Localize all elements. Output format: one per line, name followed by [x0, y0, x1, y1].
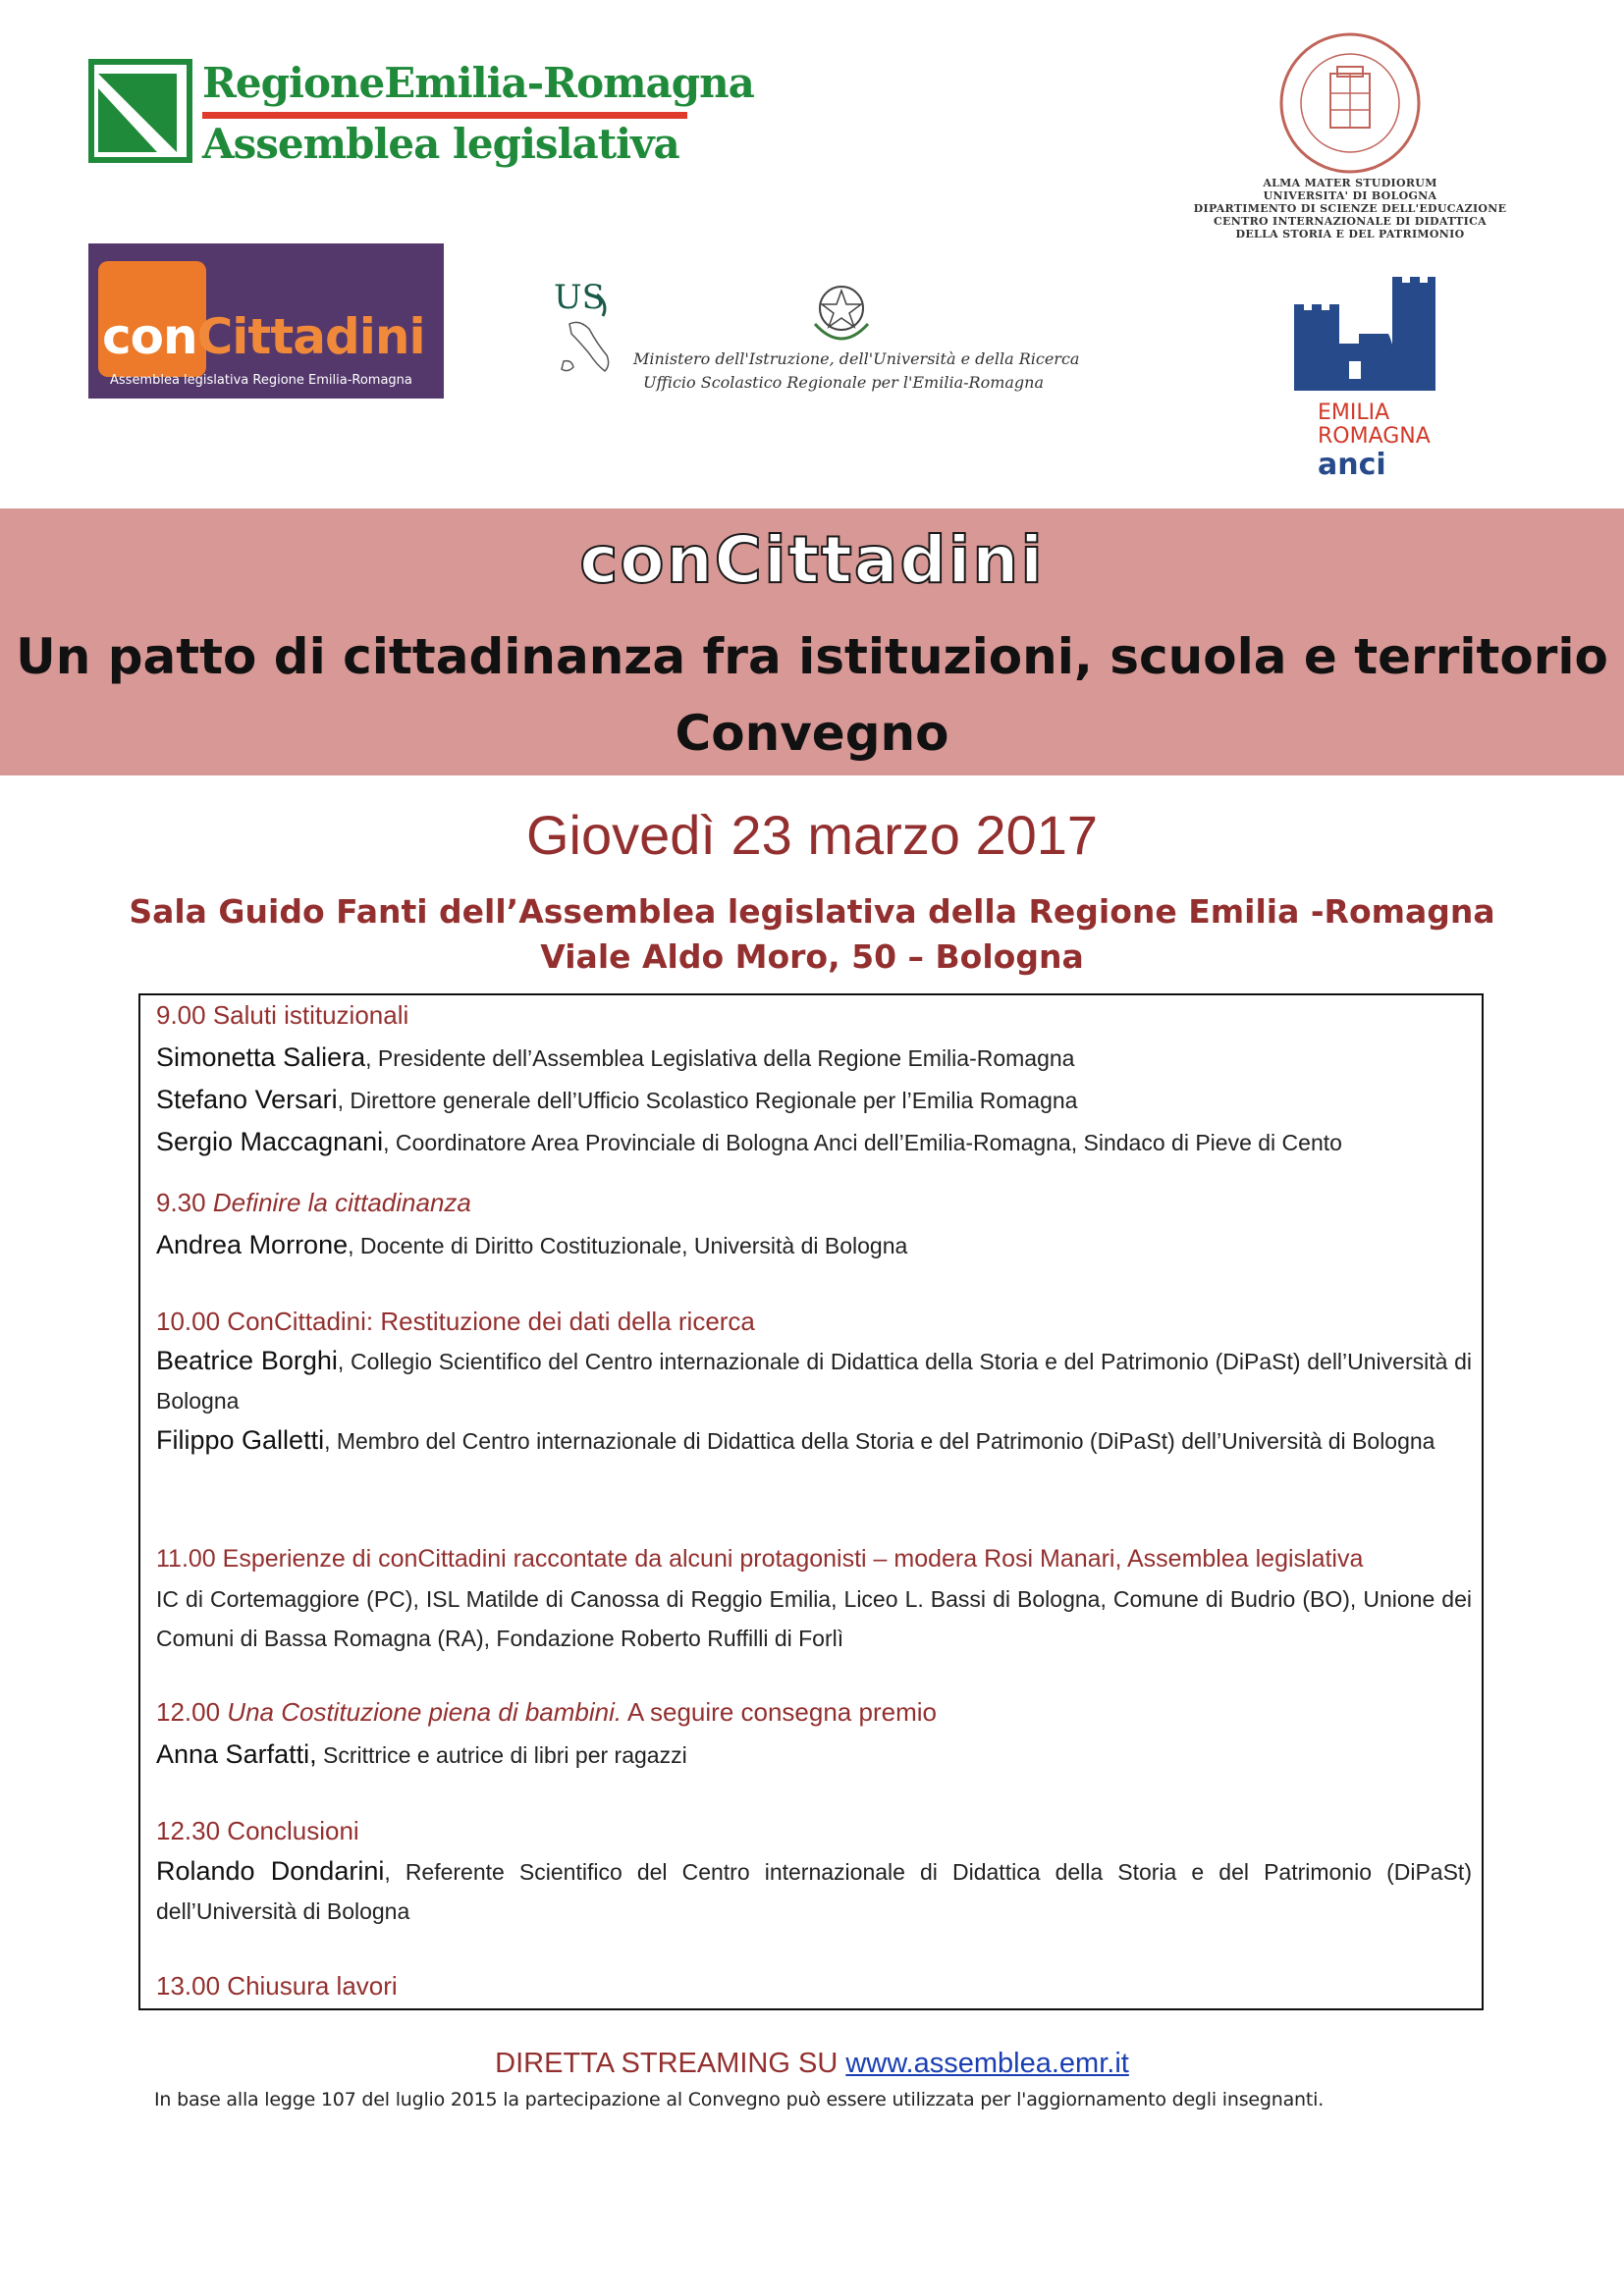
speaker-role: , Presidente dell’Assemblea Legislativa della Regione Emilia-Romagna [365, 1045, 1075, 1071]
speaker-role: , Docente di Diritto Costituzionale, Università di Bologna [348, 1233, 908, 1258]
speaker-line [156, 1042, 1472, 1073]
anci-word: anci [1318, 448, 1386, 482]
speaker-role: , Referente Scientifico del Centro internazionale di Didattica della Storia e del Patrimonio (DiPaSt) dell’Università di Bologna [156, 1859, 1472, 1924]
speaker-name: Beatrice Borghi [156, 1346, 338, 1375]
slot-title-conclusioni: 12.30 Conclusioni [156, 1816, 359, 1845]
streaming-label: DIRETTA STREAMING SU [495, 2048, 846, 2079]
slot-title-cittadinanza: 9.30 Definire la cittadinanza [156, 1188, 471, 1217]
usr-line2: Ufficio Scolastico Regionale per l'Emilia-Romagna [643, 373, 1044, 392]
region-logo-rule [202, 112, 687, 119]
anci-emilia-romagna-logo [1286, 275, 1453, 491]
slot-title-esperienze: 11.00 Esperienze di conCittadini raccontate da alcuni protagonisti – modera Rosi Manari, Assemblea legislativa [156, 1545, 1364, 1573]
speaker-name: Stefano Versari [156, 1085, 338, 1114]
speaker-paragraph [156, 1420, 1472, 1461]
italian-republic-emblem-icon [807, 275, 876, 349]
speaker-role: , Direttore generale dell’Ufficio Scolastico Regionale per l’Emilia Romagna [337, 1088, 1078, 1113]
programme-box [138, 993, 1484, 2010]
ufficio-scolastico-regionale-logo [550, 275, 1080, 402]
concittadini-logo-subtitle: Assemblea legislativa Regione Emilia-Romagna [110, 373, 412, 388]
region-logo-line1: RegioneEmilia-Romagna [202, 59, 754, 107]
banner-kind: Convegno [675, 705, 949, 762]
speaker-role: , Coordinatore Area Provinciale di Bologna Anci dell’Emilia-Romagna, Sindaco di Pieve di Cento [383, 1130, 1342, 1155]
title-banner [0, 508, 1624, 775]
banner-subtitle: Un patto di cittadinanza fra istituzioni, scuola e territorio [16, 628, 1608, 685]
speaker-name: Sergio Maccagnani [156, 1127, 384, 1156]
region-logo-line2: Assemblea legislativa [202, 120, 679, 168]
anci-line1: EMILIA [1318, 400, 1390, 425]
event-venue [0, 889, 1624, 980]
university-text-line2: UNIVERSITA' DI BOLOGNA [1263, 189, 1437, 202]
speaker-name: Anna Sarfatti, [156, 1739, 317, 1769]
speaker-name: Filippo Galletti [156, 1425, 325, 1455]
banner-brand: conCittadini [579, 522, 1045, 598]
university-text-line5: DELLA STORIA E DEL PATRIMONIO [1235, 228, 1465, 240]
streaming-notice [0, 2048, 1624, 2080]
speaker-paragraph [156, 1851, 1472, 1931]
svg-text:US: US [554, 278, 605, 317]
anci-castle-icon [1290, 275, 1437, 393]
speaker-name: Andrea Morrone [156, 1230, 349, 1259]
usr-italy-map-icon [550, 275, 628, 393]
speaker-role: , Collegio Scientifico del Centro internazionale di Didattica della Storia e del Patrimonio (DiPaSt) dell’Università di Bologna [156, 1349, 1472, 1414]
speaker-line [156, 1085, 1472, 1115]
concittadini-logo-word: conCittadini [102, 308, 425, 365]
speaker-line [156, 1127, 1472, 1157]
slot-title-costituzione: 12.00 Una Costituzione piena di bambini. A seguire consegna premio [156, 1697, 937, 1727]
event-date: Giovedì 23 marzo 2017 [525, 804, 1099, 866]
venue-line2: Viale Aldo Moro, 50 – Bologna [540, 937, 1084, 976]
streaming-link[interactable]: www.assemblea.emr.it [845, 2048, 1129, 2079]
slot-title-saluti: 9.00 Saluti istituzionali [156, 1000, 409, 1030]
speaker-paragraph [156, 1341, 1472, 1420]
anci-line2: ROMAGNA [1318, 424, 1431, 449]
university-of-bologna-logo [1188, 29, 1512, 245]
slot-title-ricerca: 10.00 ConCittadini: Restituzione dei dati della ricerca [156, 1307, 755, 1336]
regione-emilia-romagna-mark-icon [88, 59, 192, 163]
speaker-line [156, 1739, 1472, 1770]
speaker-role: Scrittrice e autrice di libri per ragazzi [316, 1742, 687, 1768]
slot-title-chiusura: 13.00 Chiusura lavori [156, 1971, 398, 2001]
university-seal-icon [1276, 29, 1424, 177]
speaker-role: , Membro del Centro internazionale di Didattica della Storia e del Patrimonio (DiPaSt) dell’Università di Bologna [324, 1428, 1435, 1454]
usr-line1: Ministero dell'Istruzione, dell'Università e della Ricerca [633, 349, 1080, 368]
university-text-line4: CENTRO INTERNAZIONALE DI DIDATTICA [1213, 215, 1487, 228]
speaker-name: Simonetta Saliera [156, 1042, 366, 1072]
university-text-line1: ALMA MATER STUDIORUM [1263, 177, 1437, 189]
regione-emilia-romagna-logo [88, 59, 754, 175]
speaker-line [156, 1230, 1472, 1260]
speaker-name: Rolando Dondarini [156, 1856, 385, 1886]
venue-line1: Sala Guido Fanti dell’Assemblea legislativa della Regione Emilia -Romagna [129, 892, 1495, 931]
participants-paragraph: IC di Cortemaggiore (PC), ISL Matilde di Canossa di Reggio Emilia, Liceo L. Bassi di Bologna, Comune di Budrio (BO), Unione dei Comuni di Bassa Romagna (RA), Fondazione Roberto Ruffilli di Forlì [156, 1586, 1472, 1651]
teacher-training-note: In base alla legge 107 del luglio 2015 la partecipazione al Convegno può essere utilizzata per l'aggiornamento degli insegnanti. [154, 2089, 1325, 2110]
university-text-line3: DIPARTIMENTO DI SCIENZE DELL'EDUCAZIONE [1193, 202, 1507, 215]
concittadini-logo [88, 243, 444, 399]
